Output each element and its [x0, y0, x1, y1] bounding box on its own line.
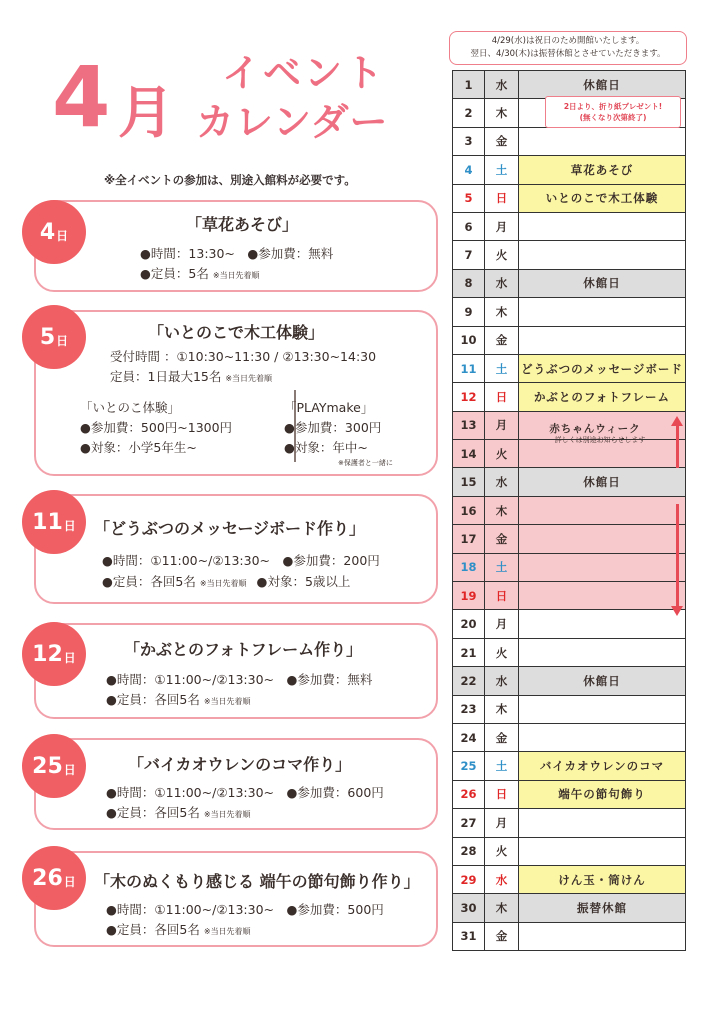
- calendar-event: 振替休館: [519, 894, 686, 922]
- calendar-row: [453, 127, 686, 155]
- event-note: ※当日先着順: [203, 927, 251, 936]
- calendar-row: [453, 156, 686, 184]
- event-capacity: ●定員：5名: [140, 266, 209, 281]
- calendar-day: 28: [453, 837, 485, 865]
- calendar-weekday: 水: [485, 865, 519, 893]
- calendar-event: [519, 809, 686, 837]
- date-badge: [22, 200, 86, 264]
- calendar-weekday: 水: [485, 667, 519, 695]
- event-target: ●対象：5歳以上: [256, 574, 351, 589]
- calendar-event: バイカオウレンのコマ: [519, 752, 686, 780]
- calendar-day: 14: [453, 440, 485, 468]
- calendar-weekday: 土: [485, 752, 519, 780]
- calendar-row: [453, 610, 686, 638]
- calendar-event: [519, 525, 686, 553]
- date-badge: [22, 622, 86, 686]
- calendar-event: 端午の節句飾り: [519, 780, 686, 808]
- calendar-day: 13: [453, 411, 485, 439]
- calendar-event: いとのこで木工体験: [519, 184, 686, 212]
- date-badge: [22, 734, 86, 798]
- option-left-name: 「いとのこ体験」: [80, 400, 181, 415]
- calendar-weekday: 水: [485, 269, 519, 297]
- calendar-day: 22: [453, 667, 485, 695]
- calendar-day: 1: [453, 71, 485, 99]
- calendar-day: 25: [453, 752, 485, 780]
- calendar-event: 休館日: [519, 71, 686, 99]
- calendar-event: 草花あそび: [519, 156, 686, 184]
- calendar-day: 5: [453, 184, 485, 212]
- calendar-weekday: 月: [485, 610, 519, 638]
- calendar-row: [453, 241, 686, 269]
- calendar-row: [453, 212, 686, 240]
- calendar-row: [453, 780, 686, 808]
- calendar-day: 17: [453, 525, 485, 553]
- baby-week-arrow-up: [676, 424, 679, 468]
- calendar-event: [519, 212, 686, 240]
- notice-line: 4/29(水)は祝日のため開館いたします。: [491, 36, 645, 46]
- calendar-day: 8: [453, 269, 485, 297]
- calendar-weekday: 月: [485, 411, 519, 439]
- calendar-day: 6: [453, 212, 485, 240]
- calendar-weekday: 日: [485, 582, 519, 610]
- calendar-day: 7: [453, 241, 485, 269]
- calendar-day: 23: [453, 695, 485, 723]
- calendar-weekday: 金: [485, 723, 519, 751]
- option-right-target: ●対象：年中~: [284, 440, 368, 455]
- date-badge: [22, 305, 86, 369]
- calendar-day: 11: [453, 354, 485, 382]
- title-calendar: カレンダー: [196, 100, 389, 144]
- calendar-event: 休館日: [519, 468, 686, 496]
- calendar-weekday: 月: [485, 212, 519, 240]
- badge-day: 5: [39, 324, 56, 350]
- option-left-target: ●対象：小学5年生~: [80, 440, 197, 455]
- calendar-day: 9: [453, 298, 485, 326]
- event-capacity: ●定員：各回5名: [106, 692, 200, 707]
- calendar-row: [453, 383, 686, 411]
- baby-week-note: 詳しくは別途お知らせします: [554, 436, 646, 444]
- date-badge: [22, 846, 86, 910]
- title-number: 4: [52, 48, 105, 146]
- badge-unit: 日: [63, 874, 76, 889]
- calendar-row: [453, 865, 686, 893]
- calendar-event: [519, 695, 686, 723]
- calendar-day: 29: [453, 865, 485, 893]
- event-capacity: ●定員：各回5名: [106, 805, 200, 820]
- event-line: ●時間：①11:00~/②13:30~ ●参加費：600円: [106, 785, 384, 800]
- event-line: ●時間：①11:00~/②13:30~ ●参加費：200円: [102, 553, 380, 568]
- calendar-row: [453, 667, 686, 695]
- event-title: 「いとのこで木工体験」: [148, 323, 325, 342]
- calendar-row: [453, 922, 686, 950]
- calendar-row: [453, 354, 686, 382]
- badge-day: 26: [32, 865, 63, 891]
- calendar-event: [519, 723, 686, 751]
- calendar-weekday: 日: [485, 383, 519, 411]
- event-title: 「木のぬくもり感じる 端午の節句飾り作り」: [94, 872, 420, 891]
- calendar-event: [519, 638, 686, 666]
- calendar-weekday: 木: [485, 695, 519, 723]
- notice-line: 翌日、4/30(木)は振替休館とさせていただきます。: [470, 49, 666, 59]
- calendar-event: [519, 241, 686, 269]
- calendar-event: [519, 837, 686, 865]
- gift-note: [545, 96, 681, 128]
- calendar-event: [519, 922, 686, 950]
- badge-day: 12: [32, 641, 63, 667]
- calendar-event: [519, 127, 686, 155]
- event-line: ●時間：①11:00~/②13:30~ ●参加費：500円: [106, 902, 384, 917]
- event-capacity: ●定員：各回5名: [106, 922, 200, 937]
- calendar-day: 4: [453, 156, 485, 184]
- calendar-row: [453, 809, 686, 837]
- calendar-weekday: 金: [485, 127, 519, 155]
- calendar-weekday: 木: [485, 496, 519, 524]
- event-note: ※当日先着順: [203, 810, 251, 819]
- calendar-weekday: 火: [485, 638, 519, 666]
- calendar-row: [453, 71, 686, 99]
- calendar-day: 12: [453, 383, 485, 411]
- event-capacity-line: [110, 367, 272, 385]
- option-right-name: 「PLAYmake」: [284, 400, 374, 415]
- calendar-weekday: 木: [485, 298, 519, 326]
- guardian-note: ※保護者と一緒に: [338, 459, 393, 467]
- event-line: [106, 690, 251, 708]
- calendar-event: [519, 298, 686, 326]
- calendar-weekday: 金: [485, 326, 519, 354]
- calendar-row: [453, 638, 686, 666]
- arrow-head-down-icon: [671, 606, 683, 616]
- calendar-day: 31: [453, 922, 485, 950]
- event-note: ※当日先着順: [212, 271, 260, 280]
- badge-unit: 日: [56, 228, 69, 243]
- arrow-head-up-icon: [671, 416, 683, 426]
- calendar-weekday: 土: [485, 156, 519, 184]
- event-card-5: [34, 310, 438, 476]
- calendar-day: 27: [453, 809, 485, 837]
- calendar-row: [453, 184, 686, 212]
- event-line: [140, 264, 260, 282]
- calendar-row: [453, 468, 686, 496]
- title-month: 月: [118, 81, 174, 146]
- badge-unit: 日: [63, 518, 76, 533]
- calendar-weekday: 木: [485, 894, 519, 922]
- calendar-event: [519, 496, 686, 524]
- gift-line: (無くなり次第終了): [579, 113, 647, 122]
- event-note: ※当日先着順: [225, 374, 273, 383]
- badge-unit: 日: [56, 333, 69, 348]
- calendar-weekday: 水: [485, 71, 519, 99]
- calendar-weekday: 日: [485, 184, 519, 212]
- calendar-row: [453, 298, 686, 326]
- event-line: [102, 572, 350, 590]
- fee-note: ※全イベントの参加は、別途入館料が必要です。: [104, 173, 356, 187]
- event-reception: 受付時間 ：①10:30~11:30 / ②13:30~14:30: [110, 349, 377, 364]
- event-capacity: ●定員：各回5名: [102, 574, 196, 589]
- badge-unit: 日: [63, 762, 76, 777]
- calendar-row: [453, 525, 686, 553]
- calendar-day: 26: [453, 780, 485, 808]
- event-line: ●時間：13:30~ ●参加費：無料: [140, 246, 334, 261]
- calendar-event: [519, 582, 686, 610]
- calendar-weekday: 土: [485, 354, 519, 382]
- calendar-row: [453, 269, 686, 297]
- calendar-weekday: 土: [485, 553, 519, 581]
- calendar-event: かぶとのフォトフレーム: [519, 383, 686, 411]
- calendar-event: どうぶつのメッセージボード: [519, 354, 686, 382]
- event-line: [106, 803, 251, 821]
- event-line: [106, 920, 251, 938]
- calendar-weekday: 木: [485, 99, 519, 127]
- event-title: 「どうぶつのメッセージボード作り」: [94, 519, 366, 538]
- calendar-weekday: 火: [485, 440, 519, 468]
- holiday-notice: [449, 31, 687, 65]
- option-right-fee: ●参加費：300円: [284, 420, 382, 435]
- calendar-day: 2: [453, 99, 485, 127]
- event-capacity: 定員：1日最大15名: [110, 369, 222, 384]
- badge-day: 25: [32, 753, 63, 779]
- calendar-weekday: 日: [485, 780, 519, 808]
- calendar-row: [453, 752, 686, 780]
- calendar-day: 15: [453, 468, 485, 496]
- calendar-weekday: 水: [485, 468, 519, 496]
- baby-week-arrow-down: [676, 504, 679, 608]
- calendar-row: [453, 496, 686, 524]
- calendar-day: 10: [453, 326, 485, 354]
- event-title: 「バイカオウレンのコマ作り」: [128, 755, 352, 774]
- event-card-11: [34, 494, 438, 604]
- calendar-day: 3: [453, 127, 485, 155]
- calendar-event: けん玉・筒けん: [519, 865, 686, 893]
- event-card-26: [34, 851, 438, 947]
- event-note: ※当日先着順: [203, 697, 251, 706]
- date-badge: [22, 490, 86, 554]
- calendar-weekday: 火: [485, 837, 519, 865]
- calendar-event: 休館日: [519, 667, 686, 695]
- event-card-4: [34, 200, 438, 292]
- calendar-weekday: 火: [485, 241, 519, 269]
- calendar-day: 18: [453, 553, 485, 581]
- event-title: 「かぶとのフォトフレーム作り」: [124, 640, 363, 659]
- calendar-row: [453, 894, 686, 922]
- calendar-day: 24: [453, 723, 485, 751]
- calendar-event: [519, 610, 686, 638]
- calendar-weekday: 月: [485, 809, 519, 837]
- calendar-row: [453, 553, 686, 581]
- calendar-row: [453, 723, 686, 751]
- calendar-row: [453, 582, 686, 610]
- calendar-table: [452, 70, 686, 951]
- title-event: イベント: [222, 51, 387, 95]
- calendar-day: 19: [453, 582, 485, 610]
- calendar-day: 20: [453, 610, 485, 638]
- event-title: 「草花あそび」: [186, 215, 299, 234]
- calendar-event: 休館日: [519, 269, 686, 297]
- calendar-event: [519, 553, 686, 581]
- badge-unit: 日: [63, 650, 76, 665]
- calendar-day: 30: [453, 894, 485, 922]
- calendar-row: [453, 326, 686, 354]
- badge-day: 4: [39, 219, 56, 245]
- option-left-fee: ●参加費：500円~1300円: [80, 420, 233, 435]
- calendar-row: [453, 837, 686, 865]
- calendar-event: [519, 326, 686, 354]
- badge-day: 11: [32, 509, 63, 535]
- calendar-weekday: 金: [485, 922, 519, 950]
- event-line: ●時間：①11:00~/②13:30~ ●参加費：無料: [106, 672, 373, 687]
- event-card-12: [34, 623, 438, 719]
- baby-week-title: 赤ちゃんウィーク: [549, 423, 641, 435]
- calendar-weekday: 金: [485, 525, 519, 553]
- calendar-row: [453, 695, 686, 723]
- gift-line: 2日より、折り紙プレゼント!: [563, 102, 663, 111]
- event-note: ※当日先着順: [199, 579, 247, 588]
- event-card-25: [34, 738, 438, 830]
- calendar-day: 16: [453, 496, 485, 524]
- calendar-day: 21: [453, 638, 485, 666]
